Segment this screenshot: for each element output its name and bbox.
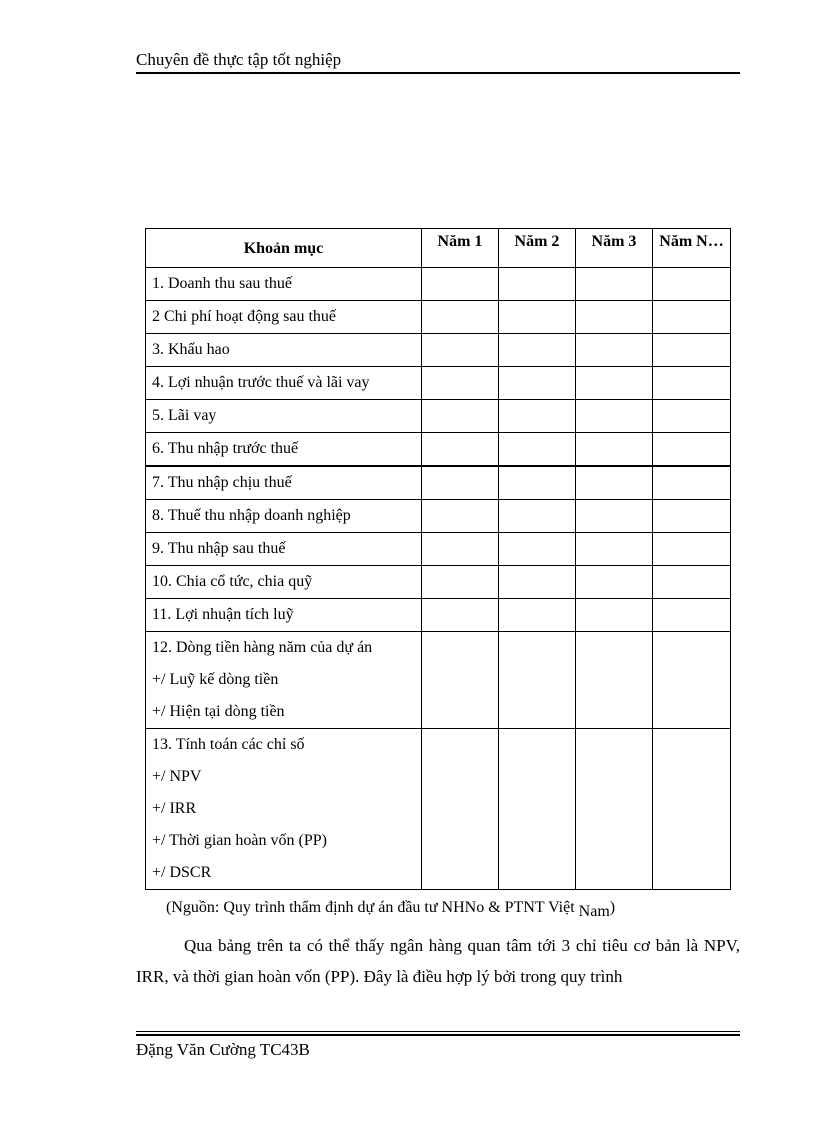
row-line: +/ NPV xyxy=(152,768,202,785)
row-line: +/ Luỹ kế dòng tiền xyxy=(152,671,279,688)
row-label: 3. Khấu hao xyxy=(146,334,422,367)
row-label-group xyxy=(146,632,422,729)
row-label: 4. Lợi nhuận trước thuế và lãi vay xyxy=(146,367,422,400)
row-line: +/ Hiện tại dòng tiền xyxy=(152,703,285,720)
table-header-row xyxy=(146,229,731,268)
table-row xyxy=(146,301,731,334)
table-source-caption xyxy=(166,898,615,918)
row-label: 8. Thuế thu nhập doanh nghiệp xyxy=(146,500,422,533)
paragraph-text: Qua bảng trên ta có thể thấy ngân hàng quan tâm tới 3 chỉ tiêu cơ bản là NPV, IRR, và thời gian hoàn vốn (PP). Đây là điều hợp lý bởi trong quy trình xyxy=(136,936,740,986)
caption-close: ) xyxy=(609,899,616,916)
row-line: +/ DSCR xyxy=(152,864,212,881)
footer-author: Đặng Văn Cường TC43B xyxy=(136,1040,310,1059)
header-title: Chuyên đề thực tập tốt nghiệp xyxy=(136,50,342,69)
row-label: 1. Doanh thu sau thuế xyxy=(146,268,422,301)
page-footer xyxy=(136,1040,310,1060)
table-row xyxy=(146,268,731,301)
table-row xyxy=(146,433,731,467)
header-nam-3: Năm 3 xyxy=(576,229,653,268)
table-row xyxy=(146,466,731,500)
row-line: 13. Tính toán các chỉ số xyxy=(152,736,305,753)
caption-main: (Nguồn: Quy trình thẩm định dự án đầu tư NHNo & PTNT Việt xyxy=(166,899,579,916)
table-row xyxy=(146,632,731,729)
row-label: 2 Chi phí hoạt động sau thuế xyxy=(146,301,422,334)
row-label-group xyxy=(146,729,422,890)
row-label: 7. Thu nhập chịu thuế xyxy=(146,466,422,500)
page-header xyxy=(136,50,740,74)
financial-table xyxy=(145,228,731,890)
row-label: 10. Chia cổ tức, chia quỹ xyxy=(146,566,422,599)
row-line: +/ Thời gian hoàn vốn (PP) xyxy=(152,832,327,849)
row-label: 11. Lợi nhuận tích luỹ xyxy=(146,599,422,632)
footer-divider xyxy=(136,1034,740,1036)
header-nam-2: Năm 2 xyxy=(499,229,576,268)
table-row xyxy=(146,566,731,599)
row-line: +/ IRR xyxy=(152,800,197,817)
table-row xyxy=(146,729,731,890)
header-khoan-muc: Khoản mục xyxy=(146,229,422,268)
caption-sub: Nam xyxy=(578,903,610,920)
row-line: 12. Dòng tiền hàng năm của dự án xyxy=(152,639,373,656)
table-row xyxy=(146,599,731,632)
table-row xyxy=(146,334,731,367)
row-label: 6. Thu nhập trước thuế xyxy=(146,433,422,467)
row-label: 9. Thu nhập sau thuế xyxy=(146,533,422,566)
table-row xyxy=(146,533,731,566)
body-paragraph xyxy=(136,930,740,992)
footer-divider xyxy=(136,1031,740,1032)
table-row xyxy=(146,367,731,400)
table-row xyxy=(146,500,731,533)
table-row xyxy=(146,400,731,433)
header-nam-1: Năm 1 xyxy=(422,229,499,268)
header-nam-n: Năm N… xyxy=(653,229,731,268)
row-label: 5. Lãi vay xyxy=(146,400,422,433)
